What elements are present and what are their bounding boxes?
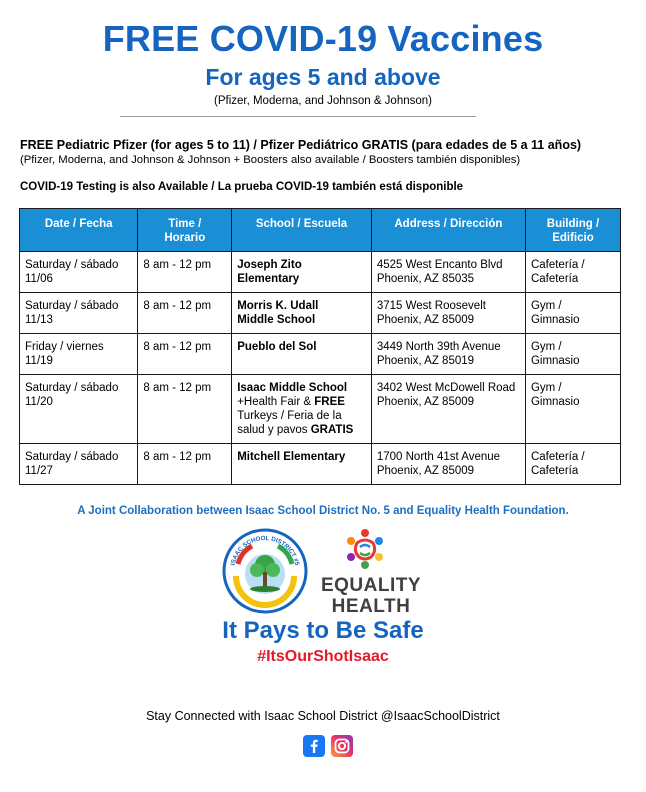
address-cell: 3715 West Roosevelt Phoenix, AZ 85009 [371,293,525,334]
equality-health-logo-mark [343,527,387,571]
date-cell: Saturday / sábado 11/20 [20,375,138,444]
equality-logo-line1: EQUALITY [320,575,422,596]
building-cell: Gym / Gimnasio [525,375,620,444]
table-row [20,375,621,444]
building-cell: Gym / Gimnasio [525,293,620,334]
address-cell: 3402 West McDowell Road Phoenix, AZ 85009 [371,375,525,444]
pediatric-notice: FREE Pediatric Pfizer (for ages 5 to 11) / Pfizer Pediátrico GRATIS (para edades de 5 a 11 años) [20,138,582,152]
time-cell: 8 am - 12 pm [138,293,232,334]
building-cell: Cafetería / Cafetería [525,252,620,293]
header-date: Date / Fecha [20,209,138,252]
time-cell: 8 am - 12 pm [138,334,232,375]
school-cell: Joseph Zito Elementary [232,252,372,293]
isaac-logo-text: ISAAC SCHOOL DISTRICT #5 [229,534,301,567]
address-cell: 1700 North 41st Avenue Phoenix, AZ 85009 [371,444,525,485]
isaac-district-logo [222,528,308,614]
school-cell: Mitchell Elementary [232,444,372,485]
date-cell: Saturday / sábado 11/06 [20,252,138,293]
date-cell: Saturday / sábado 11/13 [20,293,138,334]
date-cell: Saturday / sábado 11/27 [20,444,138,485]
school-cell: Pueblo del Sol [232,334,372,375]
testing-notice: COVID-19 Testing is also Available / La prueba COVID-19 también está disponible [20,181,464,193]
building-cell: Gym / Gimnasio [525,334,620,375]
header-address: Address / Dirección [371,209,525,252]
slogan: It Pays to Be Safe [222,617,424,644]
page-title: FREE COVID-19 Vaccines [102,18,544,59]
header-time: Time / Horario [138,209,232,252]
school-cell: Morris K. Udall Middle School [232,293,372,334]
vaccine-brands: (Pfizer, Moderna, and Johnson & Johnson) [214,95,432,107]
table-header-row [20,209,621,252]
header-building: Building / Edificio [525,209,620,252]
address-cell: 4525 West Encanto Blvd Phoenix, AZ 85035 [371,252,525,293]
instagram-icon[interactable] [331,735,353,757]
stay-connected-text: Stay Connected with Isaac School District @IsaacSchoolDistrict [146,709,500,723]
schedule-table [19,208,621,485]
school-cell: Isaac Middle School +Health Fair & FREE Turkeys / Feria de la salud y pavos GRATIS [232,375,372,444]
address-cell: 3449 North 39th Avenue Phoenix, AZ 85019 [371,334,525,375]
time-cell: 8 am - 12 pm [138,252,232,293]
facebook-icon[interactable] [303,735,325,757]
pediatric-note: (Pfizer, Moderna, and Johnson & Johnson + Boosters also available / Boosters también disponibles) [20,154,521,166]
time-cell: 8 am - 12 pm [138,375,232,444]
collaboration-note: A Joint Collaboration between Isaac School District No. 5 and Equality Health Foundation. [77,505,569,517]
time-cell: 8 am - 12 pm [138,444,232,485]
table-row [20,334,621,375]
equality-logo-line2: HEALTH [331,596,411,617]
header-school: School / Escuela [232,209,372,252]
age-subtitle: For ages 5 and above [205,64,441,90]
building-cell: Cafetería / Cafetería [525,444,620,485]
divider [120,116,476,117]
hashtag: #ItsOurShotIsaac [257,648,389,665]
table-row [20,252,621,293]
table-row [20,444,621,485]
table-row [20,293,621,334]
date-cell: Friday / viernes 11/19 [20,334,138,375]
